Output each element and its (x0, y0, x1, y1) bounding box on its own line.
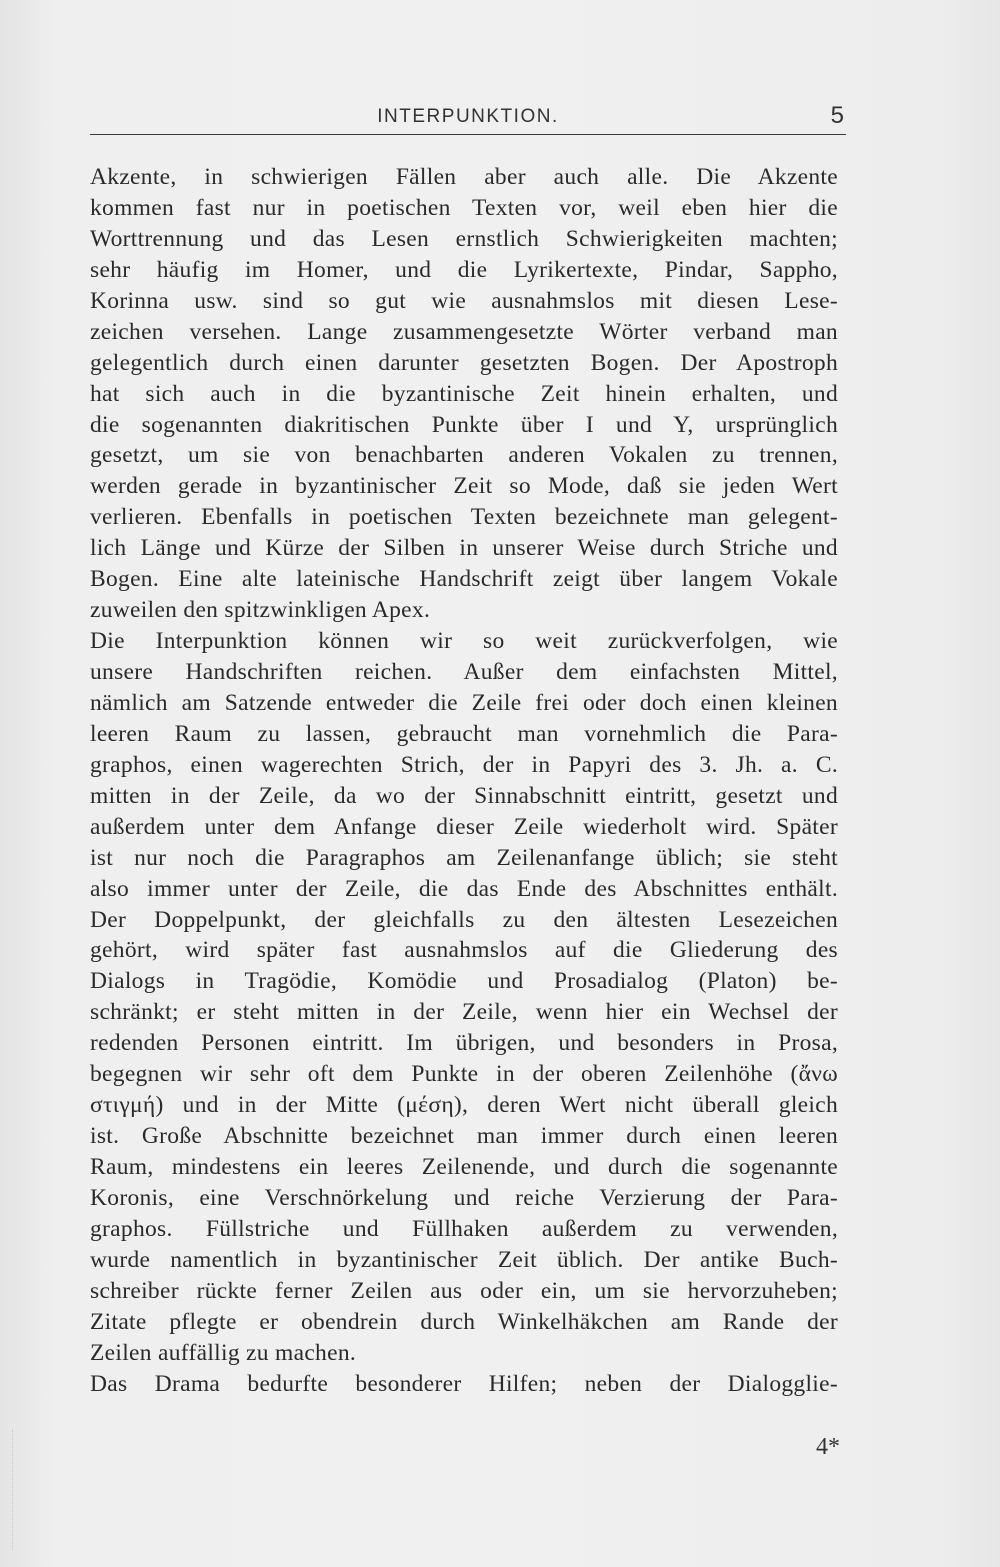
page-number: 5 (830, 102, 844, 129)
body-text (90, 162, 838, 1400)
text-line: ist. Große Abschnitte bezeichnet man immer durch einen leeren (90, 1123, 838, 1150)
text-line: Raum, mindestens ein leeres Zeilenende, und durch die sogenannte (90, 1154, 838, 1180)
text-line: kommen fast nur in poetischen Texten vor, weil eben hier die (90, 194, 838, 221)
text-line: Zeilen auffällig zu machen. (90, 1339, 357, 1366)
text-line: Korinna usw. sind so gut wie ausnahmslos mit diesen Lese- (90, 287, 838, 314)
text-line: Zitate pflegte er obendrein durch Winkelhäkchen am Rande der (90, 1308, 838, 1335)
text-line: Dialogs in Tragödie, Komödie und Prosadialog (Platon) be- (90, 968, 838, 995)
text-line: Das Drama bedurfte besonderer Hilfen; neben der Dialogglie- (90, 1370, 838, 1397)
text-line: leeren Raum zu lassen, gebraucht man vornehmlich die Para- (90, 720, 838, 747)
header-rule (90, 134, 846, 135)
text-line: zuweilen den spitzwinkligen Apex. (90, 597, 431, 624)
text-line: unsere Handschriften reichen. Außer dem einfachsten Mittel, (90, 659, 838, 685)
text-line: Akzente, in schwierigen Fällen aber auch alle. Die Akzente (90, 164, 838, 190)
text-line: hat sich auch in die byzantinische Zeit hinein erhalten, und (90, 380, 838, 407)
text-line: στιγμή) und in der Mitte (μέση), deren Wert nicht überall gleich (90, 1092, 838, 1119)
text-line: nämlich am Satzende entweder die Zeile frei oder doch einen kleinen (90, 689, 838, 716)
text-line: gesetzt, um sie von benachbarten anderen Vokalen zu trennen, (90, 442, 838, 469)
text-line: Die Interpunktion können wir so weit zurückverfolgen, wie (90, 628, 838, 655)
text-line: wurde namentlich in byzantinischer Zeit üblich. Der antike Buch- (90, 1246, 838, 1273)
text-line: sehr häufig im Homer, und die Lyrikertexte, Pindar, Sappho, (90, 256, 838, 283)
text-line: gelegentlich durch einen darunter gesetzten Bogen. Der Apostroph (90, 349, 838, 376)
text-line: ist nur noch die Paragraphos am Zeilenanfange üblich; sie steht (90, 844, 838, 871)
text-line: graphos, einen wagerechten Strich, der in Papyri des 3. Jh. a. C. (90, 751, 838, 778)
text-line: begegnen wir sehr oft dem Punkte in der oberen Zeilenhöhe (ἄνω (90, 1061, 838, 1088)
text-line: zeichen versehen. Lange zusammengesetzte Wörter verband man (90, 318, 838, 345)
text-line: Worttrennung und das Lesen ernstlich Schwierigkeiten machten; (90, 225, 838, 252)
margin-artifact (12, 1430, 43, 1550)
running-head-title: INTERPUNKTION. (377, 106, 559, 127)
text-line: werden gerade in byzantinischer Zeit so Mode, daß sie jeden Wert (90, 473, 838, 500)
text-line: außerdem unter dem Anfange dieser Zeile wiederholt wird. Später (90, 813, 838, 840)
text-line: gehört, wird später fast ausnahmslos auf die Gliederung des (90, 937, 838, 964)
text-line: redenden Personen eintritt. Im übrigen, und besonders in Prosa, (90, 1030, 838, 1057)
text-line: schreiber rückte ferner Zeilen aus oder ein, um sie hervorzuheben; (90, 1277, 838, 1304)
text-line: Der Doppelpunkt, der gleichfalls zu den ältesten Lesezeichen (90, 906, 838, 933)
text-line: also immer unter der Zeile, die das Ende des Abschnittes enthält. (90, 875, 838, 902)
signature-mark: 4* (816, 1434, 840, 1460)
text-line: verlieren. Ebenfalls in poetischen Texten bezeichnete man gelegent- (90, 504, 838, 531)
text-line: mitten in der Zeile, da wo der Sinnabschnitt eintritt, gesetzt und (90, 782, 838, 809)
text-line: graphos. Füllstriche und Füllhaken außerdem zu verwenden, (90, 1215, 838, 1242)
text-line: lich Länge und Kürze der Silben in unserer Weise durch Striche und (90, 535, 838, 562)
text-line: die sogenannten diakritischen Punkte über I und Y, ursprünglich (90, 411, 838, 438)
running-head (90, 102, 846, 136)
text-line: schränkt; er steht mitten in der Zeile, wenn hier ein Wechsel der (90, 999, 838, 1026)
text-line: Bogen. Eine alte lateinische Handschrift zeigt über langem Vokale (90, 566, 838, 593)
text-line: Koronis, eine Verschnörkelung und reiche Verzierung der Para- (90, 1184, 838, 1211)
